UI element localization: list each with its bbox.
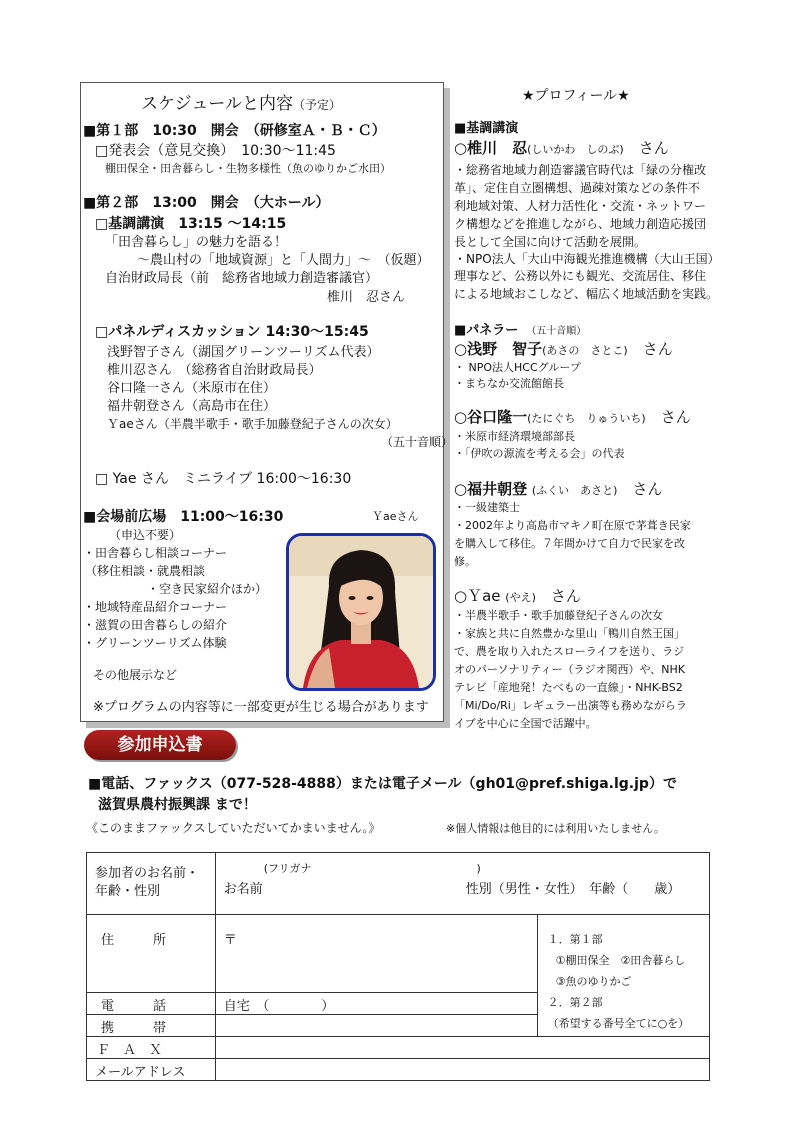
address-label-cell [87,915,216,993]
fukui-bio-4: 修。 [454,555,476,568]
taniguchi-bio-2: ・「伊吹の源流を考える会」の代表 [454,447,625,460]
fukui-bio-1: ・一級建築士 [454,501,520,514]
application-banner: 参加申込書 [84,730,236,760]
mobile-label-cell [87,1015,216,1037]
schedule-title-text: スケジュールと内容 [141,94,293,114]
option-note: （希望する番号全てに○を） [547,1017,690,1030]
schedule-title-note: （予定） [292,98,341,112]
asano-name: ○浅野 智子 [454,340,543,358]
tel-label-cell [87,993,216,1015]
furigana-label: (フリガナ ) [263,862,481,875]
portrait-image [289,536,433,688]
yae-heading [454,588,581,605]
shiikawa-bio-2: 革」、定住自立圏構想、過疎対策などの条件不 [454,181,701,195]
asano-heading [454,341,673,358]
panelist-1: 浅野智子さん（湖国グリーンツーリズム代表） [107,345,380,360]
option-1: １．第１部 [547,933,603,946]
yae-bio-6: 「Mi/Do/Ri」レギュラー出演等も務めながらラ [454,699,687,712]
panel-label-text: ■パネラー [454,323,519,338]
shiikawa-bio-4: ク構想などを推進しながら、地域力創造応援団 [454,217,707,231]
plaza-other: その他展示など [93,668,178,682]
shiikawa-heading [454,140,669,157]
panelist-4: 福井朝登さん（高島市在住） [107,399,277,414]
taniguchi-heading [454,409,691,426]
fukui-san: さん [632,480,663,498]
yae-bio-3: で、農を取り入れたスローライフを送り、ラジ [454,645,685,658]
fax-note: 《このままファックスしていただいてかまいません。》 [86,821,381,835]
plaza-item-1: ・田舎暮らし相談コーナー [83,546,228,560]
taniguchi-san: さん [660,408,691,426]
shiikawa-san: さん [638,139,669,157]
option-2: ２．第２部 [547,996,603,1009]
name-label-1: 参加者のお名前・ [95,866,200,881]
shiikawa-bio-3: 利地域対策、人材力活性化・交流・ネットワー [454,199,707,213]
address-input-cell[interactable] [215,915,537,993]
panelist-3: 谷口隆一さん（米原市在住） [107,381,277,396]
fukui-heading [454,481,663,498]
shiikawa-reading: (しいかわ しのぶ) [527,143,624,156]
fax-label: Ｆ Ａ Ｘ [97,1043,163,1058]
yae-bio-5: テレビ「産地発！たべもの一直線」・NHK-BS2 [454,681,683,694]
panel-order-note: （五十音順） [381,435,454,449]
privacy-note: ※個人情報は他目的には利用いたしません。 [446,822,665,835]
plaza-item-5: ・滋賀の田舎暮らしの紹介 [83,618,228,632]
tel-input-cell[interactable] [215,993,537,1015]
name-input-cell[interactable] [215,853,709,915]
profile-title: ★プロフィール★ [522,88,630,104]
plaza-item-6: ・グリーンツーリズム体験 [83,636,227,650]
keynote-speaker-role: 自治財政局長（前 総務省地域力創造審議官） [105,271,379,286]
schedule-title [141,95,341,115]
photo-label: Ｙaeさん [372,510,419,523]
plaza-item-4: ・地域特産品紹介コーナー [83,600,228,614]
plaza-note: （申込不要） [109,528,182,542]
asano-bio-2: ・まちなか交流館館長 [454,377,564,390]
panel-header: □パネルディスカッション 14:30～15:45 [95,324,369,340]
yae-bio-4: オのパーソナリティー（ラジオ関西）や、NHK [454,663,685,676]
taniguchi-name: ○谷口隆一 [454,408,528,426]
email-input-cell[interactable] [215,1059,709,1081]
part1-topics: 棚田保全・田舎暮らし・生物多様性（魚のゆりかご水田） [105,162,391,175]
yae-reading: (やえ) [505,591,536,604]
taniguchi-bio-1: ・米原市経済環境部部長 [454,430,575,443]
option-1-sub-a: ①棚田保全 ②田舎暮らし [555,954,686,967]
yae-bio-1: ・半農半歌手・歌手加藤登紀子さんの次女 [454,609,663,622]
mobile-input-cell[interactable] [215,1015,537,1037]
name-label: お名前 [223,882,263,897]
name-label-cell [87,853,216,915]
keynote-header: □基調講演 13:15 ～14:15 [95,216,287,232]
shiikawa-bio-6: ・NPO法人「大山中海観光推進機構（大山王国） [454,252,720,266]
fax-input-cell[interactable] [215,1037,709,1059]
tel-label: 電 話 [101,999,167,1014]
yae-photo [286,533,436,691]
keynote-title-2: ～農山村の「地域資源」と「人間力」～ （仮題） [137,253,430,268]
yae-bio-2: ・家族と共に自然豊かな里山「鴨川自然王国」 [454,627,685,640]
shiikawa-name: ○椎川 忍 [454,139,528,157]
taniguchi-reading: (たにぐち りゅういち) [527,412,646,425]
yae-bio-7: イブを中心に全国で活躍中。 [454,717,597,730]
email-label-cell [87,1059,216,1081]
panel-order: （五十音順） [531,326,587,337]
fukui-name: ○福井朝登 [454,480,528,498]
panelist-2: 椎川忍さん （総務省自治財政局長） [107,363,322,378]
asano-reading: (あさの さとこ) [542,344,628,357]
shiikawa-bio-1: ・総務省地域力創造審議官時代は「緑の分権改 [454,163,707,177]
plaza-item-3: ・空き民家紹介ほか） [147,582,268,596]
gender-age-label: 性別（男性・女性） 年齢（ 歳） [465,882,681,897]
shiikawa-bio-5: 長として全国に向けて活動を展開。 [454,235,647,249]
part1-header: ■第１部 10:30 開会 （研修室Ａ・Ｂ・Ｃ） [83,123,386,139]
keynote-speaker: 椎川 忍さん [327,290,406,305]
profile-panel-label [454,324,586,339]
fukui-bio-2: ・2002年より高島市マキノ町在原で茅葺き民家 [454,519,691,532]
options-cell [537,915,709,1037]
fukui-reading: (ふくい あさと) [531,484,618,497]
yae-name: ○Ｙae [454,587,501,605]
fukui-bio-3: を購入して移住。７年間かけて自力で民家を改 [454,537,685,550]
change-note: ※プログラムの内容等に一部変更が生じる場合があります [93,700,429,715]
email-label: メールアドレス [95,1065,186,1080]
contact-line-1: ■電話、ファックス（077-528-4888）または電子メール（gh01@pref.shiga.lg.jp）で [88,776,677,792]
live-header: □ Yae さん ミニライブ 16:00～16:30 [95,471,352,487]
asano-bio-1: ・ NPO法人HCCグループ [454,361,581,374]
asano-san: さん [642,340,673,358]
contact-line-2: 滋賀県農村振興課 まで！ [98,797,257,813]
name-label-2: 年齢・性別 [95,884,161,899]
application-form [86,852,710,1081]
yae-san: さん [550,587,581,605]
fax-label-cell [87,1037,216,1059]
part2-header: ■第２部 13:00 開会 （大ホール） [83,195,330,211]
option-1-sub-b: ③魚のゆりかご [555,975,632,988]
plaza-item-2: （移住相談・就農相談 [85,564,206,578]
part1-item: □発表会（意見交換） 10:30～11:45 [95,143,336,159]
tel-value: 自宅 （ ） [223,999,335,1014]
postal-mark: 〒 [223,933,237,948]
plaza-header: ■会場前広場 11:00～16:30 [83,509,284,525]
address-label: 住 所 [101,933,167,948]
panelist-5: Ｙaeさん（半農半歌手・歌手加藤登紀子さんの次女） [107,417,398,431]
keynote-title-1: 「田舎暮らし」の魅力を語る！ [105,235,288,250]
shiikawa-bio-7: 理事など、公務以外にも観光、交流居住、移住 [454,269,707,283]
shiikawa-bio-8: による地域おこしなど、幅広く地域活動を実践。 [454,287,719,301]
profile-keynote-label: ■基調講演 [454,121,519,136]
mobile-label: 携 帯 [101,1021,167,1036]
